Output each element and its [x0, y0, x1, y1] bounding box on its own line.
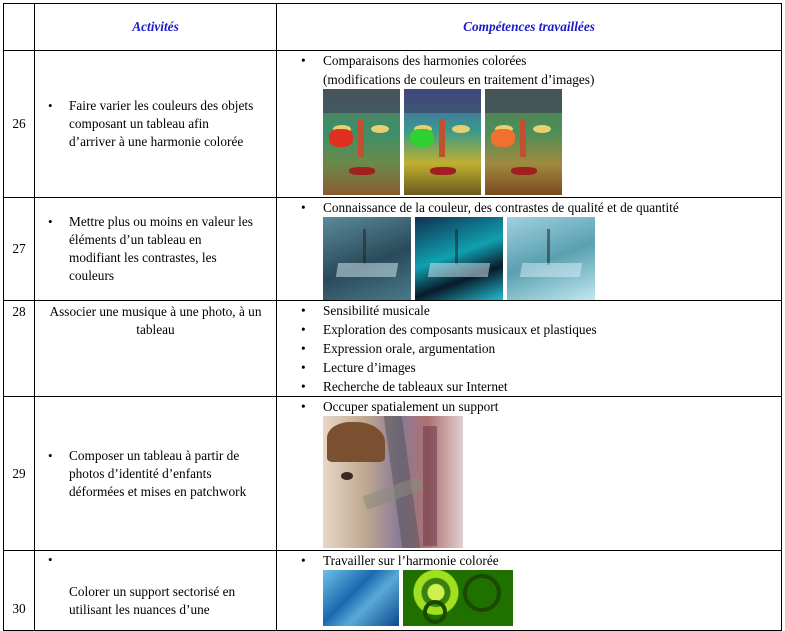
- painting-boat-image: [507, 217, 595, 300]
- painting-boat-image: [415, 217, 503, 300]
- skills-cell: [277, 51, 782, 198]
- skill-item: • Exploration des composants musicaux et plastiques: [323, 320, 781, 339]
- patchwork-photo-image: [323, 416, 463, 548]
- activity-cell: [35, 51, 277, 198]
- image-group: [323, 217, 781, 300]
- row-number: 28: [4, 301, 35, 397]
- table-row: [4, 397, 782, 551]
- activities-table: [3, 3, 782, 631]
- skills-list: [277, 301, 781, 396]
- skill-item: • Lecture d’images: [323, 358, 781, 377]
- skill-item-continued: (modifications de couleurs en traitement d’images): [323, 72, 595, 87]
- image-group: [323, 570, 781, 626]
- activity-text: • Colorer un support sectorisé en utilisant les nuances d’une: [35, 551, 276, 619]
- activity-cell: [35, 198, 277, 301]
- activity-cell: [35, 397, 277, 551]
- table-row: [4, 301, 782, 397]
- row-number: 26: [4, 51, 35, 198]
- skill-item: • Recherche de tableaux sur Internet: [323, 377, 781, 396]
- row-number: 27: [4, 198, 35, 301]
- activity-cell: [35, 301, 277, 397]
- skill-item: • Sensibilité musicale: [323, 301, 781, 320]
- row-number: 29: [4, 397, 35, 551]
- painting-face-image: [485, 89, 562, 195]
- green-harmony-image: [403, 570, 513, 626]
- skill-item: • Travailler sur l’harmonie colorée: [323, 551, 781, 570]
- skills-cell: [277, 301, 782, 397]
- table-row: [4, 198, 782, 301]
- painting-boat-image: [323, 217, 411, 300]
- table-row: [4, 551, 782, 631]
- skills-list: [277, 397, 781, 548]
- skills-list: [277, 198, 781, 300]
- image-group: [323, 89, 781, 195]
- painting-face-image: [404, 89, 481, 195]
- activity-text: Associer une musique à une photo, à un tableau: [49, 304, 262, 337]
- image-group: [323, 416, 781, 548]
- activity-text: • Composer un tableau à partir de photos d’identité d’enfants déformées et mises en patchwork: [35, 447, 276, 501]
- header-activities: Activités: [35, 4, 277, 51]
- activity-cell: [35, 551, 277, 631]
- skills-cell: [277, 397, 782, 551]
- skill-item: • Expression orale, argumentation: [323, 339, 781, 358]
- table-row: [4, 51, 782, 198]
- painting-face-image: [323, 89, 400, 195]
- activity-text: • Mettre plus ou moins en valeur les éléments d’un tableau en modifiant les contrastes, les couleurs: [35, 213, 276, 285]
- skills-list: [277, 551, 781, 626]
- blue-harmony-image: [323, 570, 399, 626]
- row-number: 30: [4, 551, 35, 631]
- skills-cell: [277, 551, 782, 631]
- table-header-row: [4, 4, 782, 51]
- skill-item: • Comparaisons des harmonies colorées: [323, 51, 781, 70]
- activity-text: • Faire varier les couleurs des objets composant un tableau afin d’arriver à une harmonie colorée: [35, 97, 276, 151]
- skill-item: • Occuper spatialement un support: [323, 397, 781, 416]
- empty-header-cell: [4, 4, 35, 51]
- header-skills: Compétences travaillées: [277, 4, 782, 51]
- skill-item: • Connaissance de la couleur, des contrastes de qualité et de quantité: [323, 198, 781, 217]
- skills-list: [277, 51, 781, 195]
- skills-cell: [277, 198, 782, 301]
